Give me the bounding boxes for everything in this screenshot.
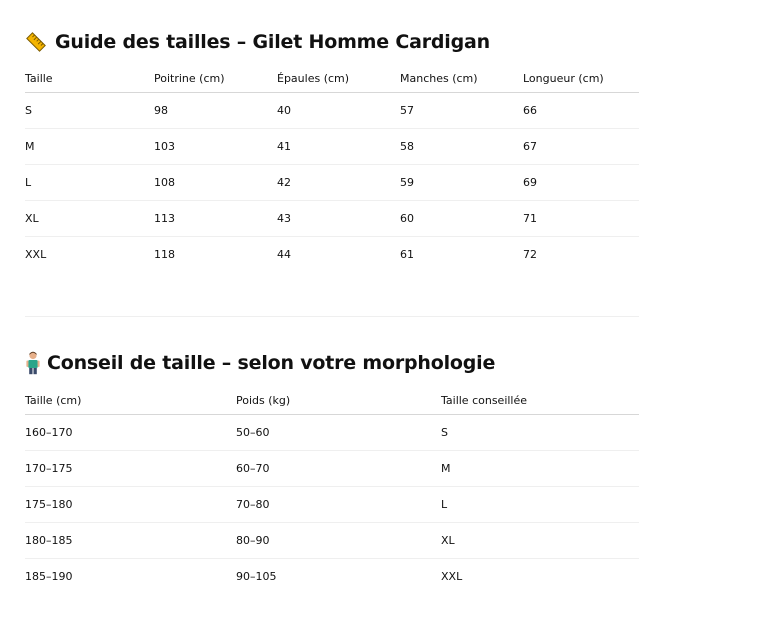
table-row [25, 451, 639, 487]
ruler-icon [25, 30, 47, 54]
table-cell: XXL [441, 570, 463, 583]
table-cell: XL [441, 523, 639, 559]
table-cell: 160–170 [25, 415, 236, 451]
fit-advice-section [25, 348, 639, 594]
table-cell: 72 [523, 248, 537, 261]
column-header-shoulders: Épaules (cm) [277, 64, 400, 93]
table-cell: S [25, 93, 154, 129]
table-row [25, 129, 639, 165]
table-cell: 57 [400, 93, 523, 129]
table-row [25, 559, 639, 595]
table-row [25, 201, 639, 237]
table-cell: 90–105 [236, 570, 277, 583]
fit-advice-title: Conseil de taille – selon votre morphologie [47, 352, 496, 374]
table-cell: 180–185 [25, 523, 236, 559]
table-cell: S [441, 415, 639, 451]
table-cell: 185–190 [25, 570, 73, 583]
table-cell: 175–180 [25, 487, 236, 523]
section-divider [25, 316, 639, 317]
fit-advice-heading [25, 348, 639, 378]
table-cell: 43 [277, 201, 400, 237]
table-cell: 170–175 [25, 451, 236, 487]
column-header-size: Taille [25, 64, 154, 93]
table-cell: 71 [523, 201, 639, 237]
table-row [25, 165, 639, 201]
table-cell: M [441, 451, 639, 487]
table-cell: 59 [400, 165, 523, 201]
table-cell: 66 [523, 93, 639, 129]
table-row [25, 93, 639, 129]
table-cell: 103 [154, 129, 277, 165]
size-guide-table [25, 64, 639, 272]
table-cell: 108 [154, 165, 277, 201]
table-cell: XL [25, 201, 154, 237]
person-icon [25, 351, 41, 375]
table-cell: XXL [25, 248, 47, 261]
table-cell: L [25, 165, 154, 201]
table-cell: 50–60 [236, 415, 441, 451]
table-cell: 41 [277, 129, 400, 165]
table-cell: 60 [400, 201, 523, 237]
table-row [25, 415, 639, 451]
table-cell: 67 [523, 129, 639, 165]
table-header-row [25, 386, 639, 415]
table-header-row [25, 64, 639, 93]
size-guide-title: Guide des tailles – Gilet Homme Cardigan [55, 31, 490, 53]
table-cell: 60–70 [236, 451, 441, 487]
table-row [25, 487, 639, 523]
table-row [25, 523, 639, 559]
table-cell: 113 [154, 201, 277, 237]
table-cell: 118 [154, 248, 175, 261]
column-header-recommended-size: Taille conseillée [441, 386, 639, 415]
table-cell: 42 [277, 165, 400, 201]
column-header-chest: Poitrine (cm) [154, 64, 277, 93]
table-row [25, 237, 639, 273]
table-cell: 58 [400, 129, 523, 165]
table-cell: 40 [277, 93, 400, 129]
table-cell: 61 [400, 248, 414, 261]
table-cell: 69 [523, 165, 639, 201]
column-header-height: Taille (cm) [25, 386, 236, 415]
table-cell: 44 [277, 248, 291, 261]
table-cell: M [25, 129, 154, 165]
table-cell: 98 [154, 93, 277, 129]
column-header-length: Longueur (cm) [523, 64, 639, 93]
table-cell: 80–90 [236, 523, 441, 559]
column-header-sleeves: Manches (cm) [400, 64, 523, 93]
size-guide-section [25, 27, 639, 272]
fit-advice-table [25, 386, 639, 594]
column-header-weight: Poids (kg) [236, 386, 441, 415]
table-cell: L [441, 487, 639, 523]
table-cell: 70–80 [236, 487, 441, 523]
size-guide-heading [25, 27, 639, 57]
